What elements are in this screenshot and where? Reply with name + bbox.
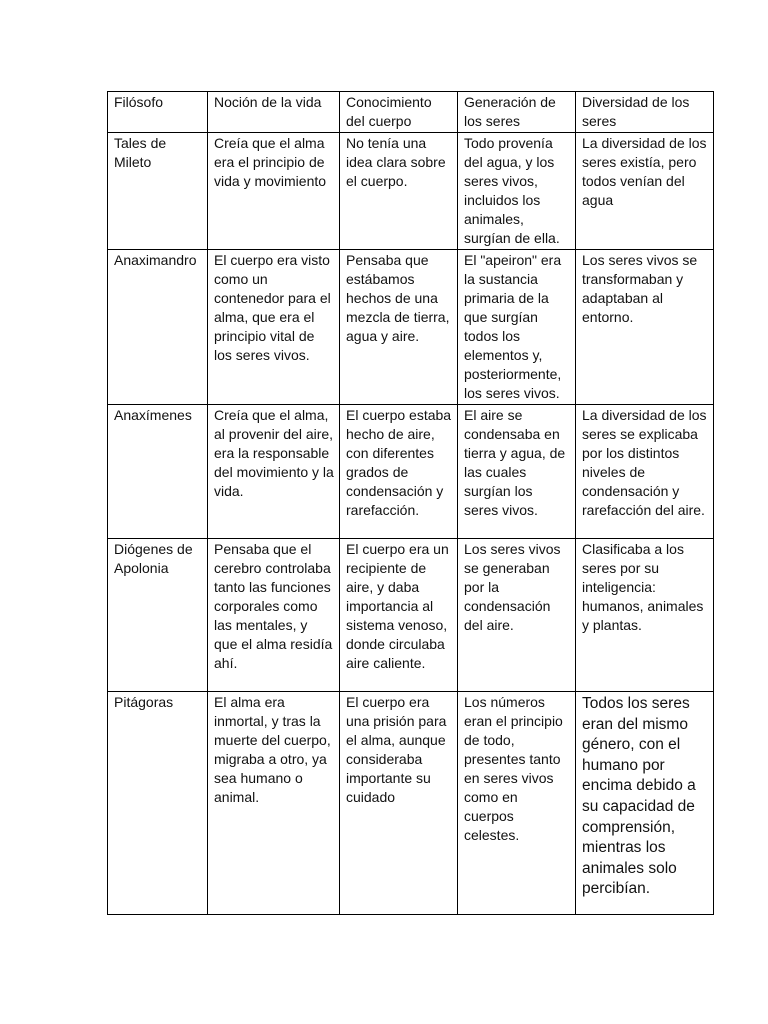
table-cell: Todo provenía del agua, y los seres vivos, incluidos los animales, surgían de ella. xyxy=(458,133,576,250)
header-cell-conocimiento-cuerpo: Conocimiento del cuerpo xyxy=(340,92,458,133)
table-cell: El cuerpo era una prisión para el alma, aunque consideraba importante su cuidado xyxy=(340,692,458,915)
table-cell: Creía que el alma era el principio de vida y movimiento xyxy=(208,133,340,250)
table-row xyxy=(108,250,714,405)
table-row xyxy=(108,133,714,250)
table-cell: El alma era inmortal, y tras la muerte del cuerpo, migraba a otro, ya sea humano o animal. xyxy=(208,692,340,915)
table-cell: La diversidad de los seres se explicaba por los distintos niveles de condensación y rarefacción del aire. xyxy=(576,405,714,539)
table-cell: El aire se condensaba en tierra y agua, de las cuales surgían los seres vivos. xyxy=(458,405,576,539)
table-cell: Todos los seres eran del mismo género, con el humano por encima debido a su capacidad de comprensión, mientras los animales solo percibían. xyxy=(576,692,714,915)
header-cell-diversidad-seres: Diversidad de los seres xyxy=(576,92,714,133)
table-header-row xyxy=(108,92,714,133)
table-cell: El cuerpo era un recipiente de aire, y daba importancia al sistema venoso, donde circulaba aire caliente. xyxy=(340,539,458,692)
table-row xyxy=(108,692,714,915)
table-cell: Anaximandro xyxy=(108,250,208,405)
table-cell: Creía que el alma, al provenir del aire, era la responsable del movimiento y la vida. xyxy=(208,405,340,539)
table-cell: No tenía una idea clara sobre el cuerpo. xyxy=(340,133,458,250)
table-cell: Pensaba que estábamos hechos de una mezcla de tierra, agua y aire. xyxy=(340,250,458,405)
table-row xyxy=(108,405,714,539)
philosophers-table xyxy=(107,91,714,915)
table-cell: Anaxímenes xyxy=(108,405,208,539)
table-cell: Los seres vivos se generaban por la condensación del aire. xyxy=(458,539,576,692)
table-cell: Los seres vivos se transformaban y adaptaban al entorno. xyxy=(576,250,714,405)
table-cell: Diógenes de Apolonia xyxy=(108,539,208,692)
table-row xyxy=(108,539,714,692)
header-cell-nocion-vida: Noción de la vida xyxy=(208,92,340,133)
table-cell: El cuerpo era visto como un contenedor para el alma, que era el principio vital de los seres vivos. xyxy=(208,250,340,405)
table-cell: El cuerpo estaba hecho de aire, con diferentes grados de condensación y rarefacción. xyxy=(340,405,458,539)
table-cell: El "apeiron" era la sustancia primaria de la que surgían todos los elementos y, posteriormente, los seres vivos. xyxy=(458,250,576,405)
table-cell: Los números eran el principio de todo, presentes tanto en seres vivos como en cuerpos celestes. xyxy=(458,692,576,915)
header-cell-generacion-seres: Generación de los seres xyxy=(458,92,576,133)
table-cell: Pitágoras xyxy=(108,692,208,915)
header-cell-filosofo: Filósofo xyxy=(108,92,208,133)
table-cell: Clasificaba a los seres por su inteligencia: humanos, animales y plantas. xyxy=(576,539,714,692)
table-cell: La diversidad de los seres existía, pero todos venían del agua xyxy=(576,133,714,250)
table-cell: Tales de Mileto xyxy=(108,133,208,250)
table-cell: Pensaba que el cerebro controlaba tanto las funciones corporales como las mentales, y que el alma residía ahí. xyxy=(208,539,340,692)
